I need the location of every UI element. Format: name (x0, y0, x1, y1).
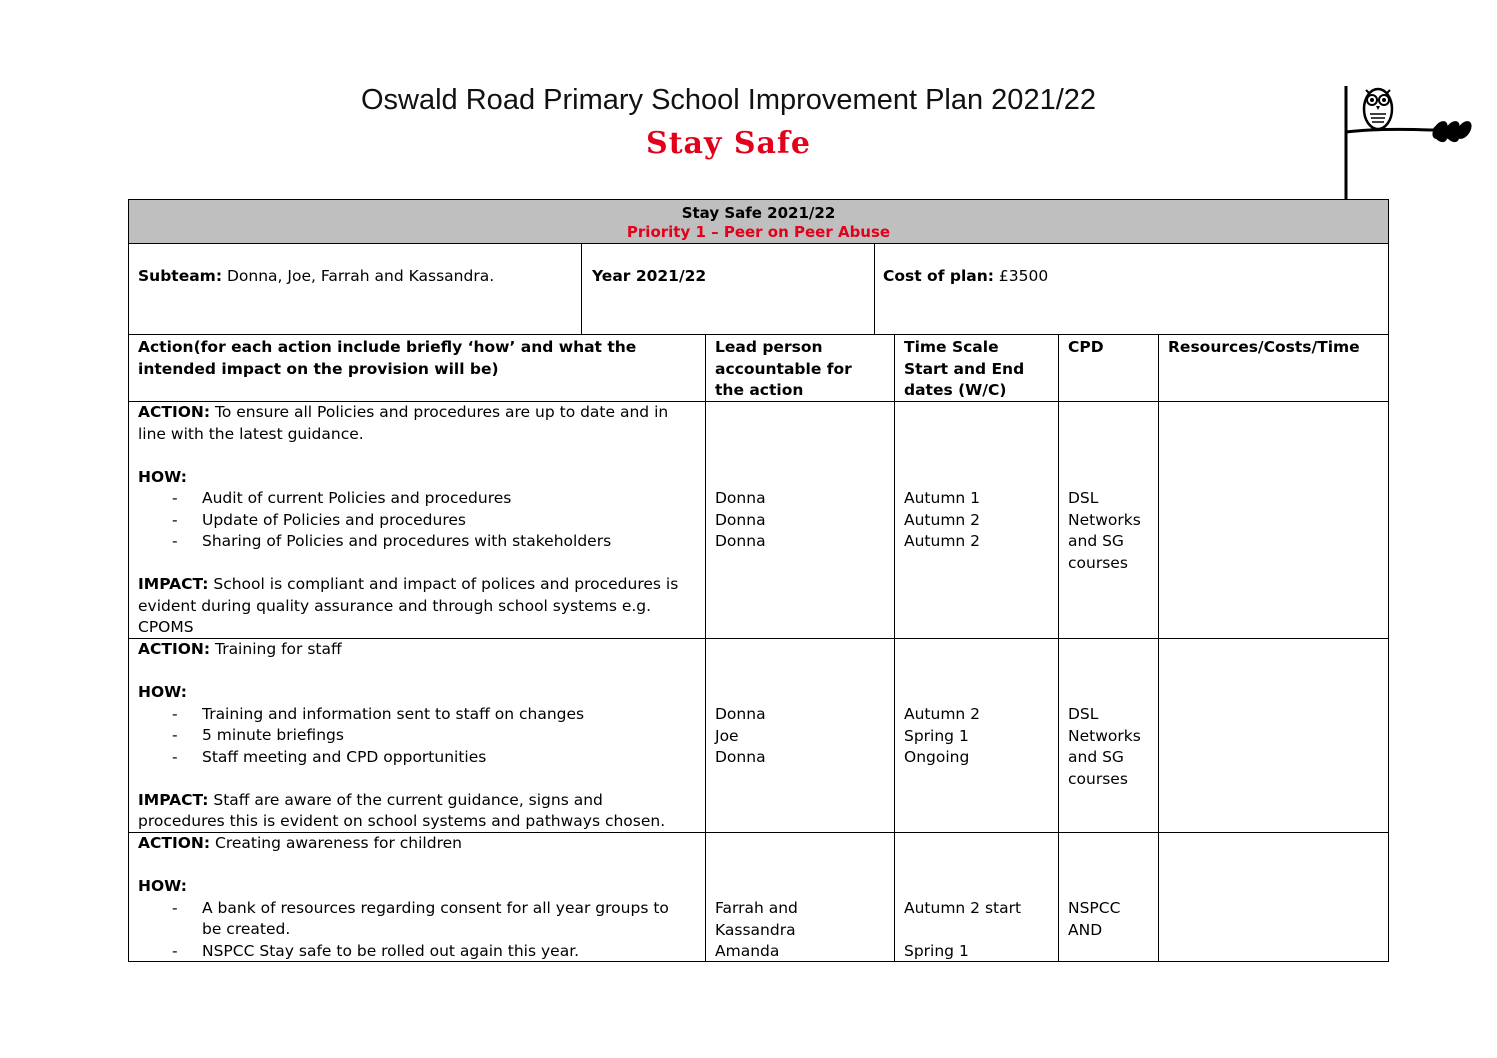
action-text: Creating awareness for children (215, 834, 462, 852)
header-line: Time Scale (904, 338, 999, 356)
subteam-label: Subteam: (138, 267, 223, 285)
time-scale: Spring 1 (904, 726, 969, 745)
table-row-1-time (904, 488, 1054, 553)
lead-person: Donna (715, 489, 766, 507)
subteam-value: Donna, Joe, Farrah and Kassandra. (226, 267, 495, 285)
column-header-time (904, 337, 1054, 402)
cost-label: Cost of plan: (883, 267, 994, 285)
cpd-text: courses (1068, 553, 1128, 572)
cpd-text: NSPCC (1068, 899, 1121, 917)
action-label: ACTION: (138, 403, 211, 421)
list-item-text: 5 minute briefings (202, 726, 344, 744)
list-item (138, 747, 703, 769)
page-title: Oswald Road Primary School Improvement Plan 2021/22 (360, 84, 1097, 116)
lead-person: Amanda (715, 942, 780, 960)
action-label: ACTION: (138, 640, 211, 658)
grid-line (705, 334, 706, 962)
cost-cell (883, 266, 1383, 288)
owl-on-branch-icon (1340, 84, 1480, 204)
header-line: Start and End (904, 359, 1025, 378)
table-row-2-cpd (1068, 704, 1156, 790)
cpd-text: AND (1068, 920, 1103, 939)
impact-label: IMPACT: (138, 790, 209, 809)
table-row-1-action (138, 402, 703, 639)
column-header-lead (715, 337, 890, 402)
time-scale: Spring 1 (904, 942, 969, 960)
time-scale: Autumn 1 (904, 489, 981, 507)
grid-line (1158, 334, 1159, 962)
cpd-text: and SG (1068, 748, 1124, 766)
year-cell: Year 2021/22 (592, 267, 707, 285)
table-row-1-lead (715, 488, 890, 553)
column-header-resources: Resources/Costs/Time (1168, 338, 1360, 356)
list-item (138, 898, 703, 920)
table-row-3-lead (715, 898, 890, 963)
how-label: HOW: (138, 467, 187, 486)
list-item (138, 510, 703, 532)
grid-line (894, 334, 895, 962)
lead-person: Donna (715, 748, 766, 766)
grid-line (874, 243, 875, 334)
lead-person: Farrah and (715, 899, 798, 917)
column-header-cpd: CPD (1068, 338, 1104, 356)
grid-line (581, 243, 582, 334)
bullet-dash: - (172, 941, 178, 960)
bullet-dash: - (172, 532, 178, 550)
bullet-dash: - (172, 726, 178, 744)
action-text: line with the latest guidance. (138, 424, 364, 443)
lead-person: Joe (715, 726, 739, 745)
action-text: To ensure all Policies and procedures are up to date and in (215, 403, 669, 421)
header-line: Lead person (715, 338, 823, 356)
subteam-cell (138, 266, 578, 288)
list-item-text: Staff meeting and CPD opportunities (202, 747, 487, 766)
time-scale: Autumn 2 (904, 705, 981, 723)
time-scale: Ongoing (904, 748, 970, 766)
list-item-text: Training and information sent to staff on changes (202, 704, 585, 723)
cpd-text: DSL (1068, 489, 1099, 507)
banner-title: Stay Safe 2021/22 (681, 204, 836, 222)
list-item (138, 725, 703, 747)
bullet-dash: - (172, 898, 178, 917)
time-scale: Autumn 2 (904, 532, 981, 550)
action-label: ACTION: (138, 834, 211, 852)
cpd-text: courses (1068, 769, 1128, 788)
lead-person: Donna (715, 705, 766, 723)
impact-text: procedures this is evident on school systems and pathways chosen. (138, 812, 666, 830)
list-item-text: Update of Policies and procedures (202, 510, 466, 529)
list-item (138, 531, 703, 553)
bullet-dash: - (172, 747, 178, 766)
list-item-text: A bank of resources regarding consent for all year groups to (202, 898, 669, 917)
table-row-2-lead (715, 704, 890, 769)
table-row-2-time (904, 704, 1054, 769)
header-line: dates (W/C) (904, 381, 1007, 399)
table-row-3-time (904, 898, 1054, 963)
list-item-text: be created. (202, 920, 291, 938)
column-header-action (138, 337, 703, 380)
page-subtitle: Stay Safe (646, 126, 811, 161)
time-scale: Autumn 2 (904, 510, 981, 529)
bullet-dash: - (172, 489, 178, 507)
list-item (138, 704, 703, 726)
impact-text: Staff are aware of the current guidance, signs and (213, 790, 603, 809)
grid-line (128, 334, 1389, 335)
impact-text: School is compliant and impact of polices and procedures is (213, 575, 679, 593)
cpd-text: Networks (1068, 510, 1141, 529)
list-item-text: Sharing of Policies and procedures with stakeholders (202, 532, 612, 550)
lead-person: Donna (715, 532, 766, 550)
cpd-text: Networks (1068, 726, 1141, 745)
lead-person: Donna (715, 510, 766, 529)
time-scale: Autumn 2 start (904, 899, 1022, 917)
grid-line (128, 243, 1389, 244)
cpd-text: and SG (1068, 532, 1124, 550)
list-item (138, 488, 703, 510)
table-row-3-action (138, 833, 703, 962)
list-item-text: Audit of current Policies and procedures (202, 489, 512, 507)
bullet-dash: - (172, 510, 178, 529)
cpd-text: DSL (1068, 705, 1099, 723)
cost-value: £3500 (998, 267, 1049, 285)
how-label: HOW: (138, 877, 187, 895)
table-row-1-cpd (1068, 488, 1156, 574)
impact-label: IMPACT: (138, 575, 209, 593)
banner-priority: Priority 1 – Peer on Peer Abuse (626, 223, 891, 241)
header-line: accountable for (715, 359, 852, 378)
table-row-2-action (138, 639, 703, 833)
how-label: HOW: (138, 683, 187, 701)
impact-text: evident during quality assurance and through school systems e.g. (138, 596, 652, 615)
list-item-continuation (138, 919, 703, 941)
action-text: Training for staff (215, 640, 342, 658)
header-line: Action(for each action include briefly ‘how’ and what the (138, 338, 637, 356)
header-line: the action (715, 381, 804, 399)
table-banner (129, 200, 1388, 243)
bullet-dash: - (172, 704, 178, 723)
lead-person: Kassandra (715, 920, 796, 939)
list-item (138, 941, 703, 963)
header-line: intended impact on the provision will be) (138, 359, 499, 378)
table-row-3-cpd (1068, 898, 1156, 941)
impact-text: CPOMS (138, 618, 194, 636)
grid-line (1058, 334, 1059, 962)
list-item-text: NSPCC Stay safe to be rolled out again this year. (202, 941, 580, 960)
